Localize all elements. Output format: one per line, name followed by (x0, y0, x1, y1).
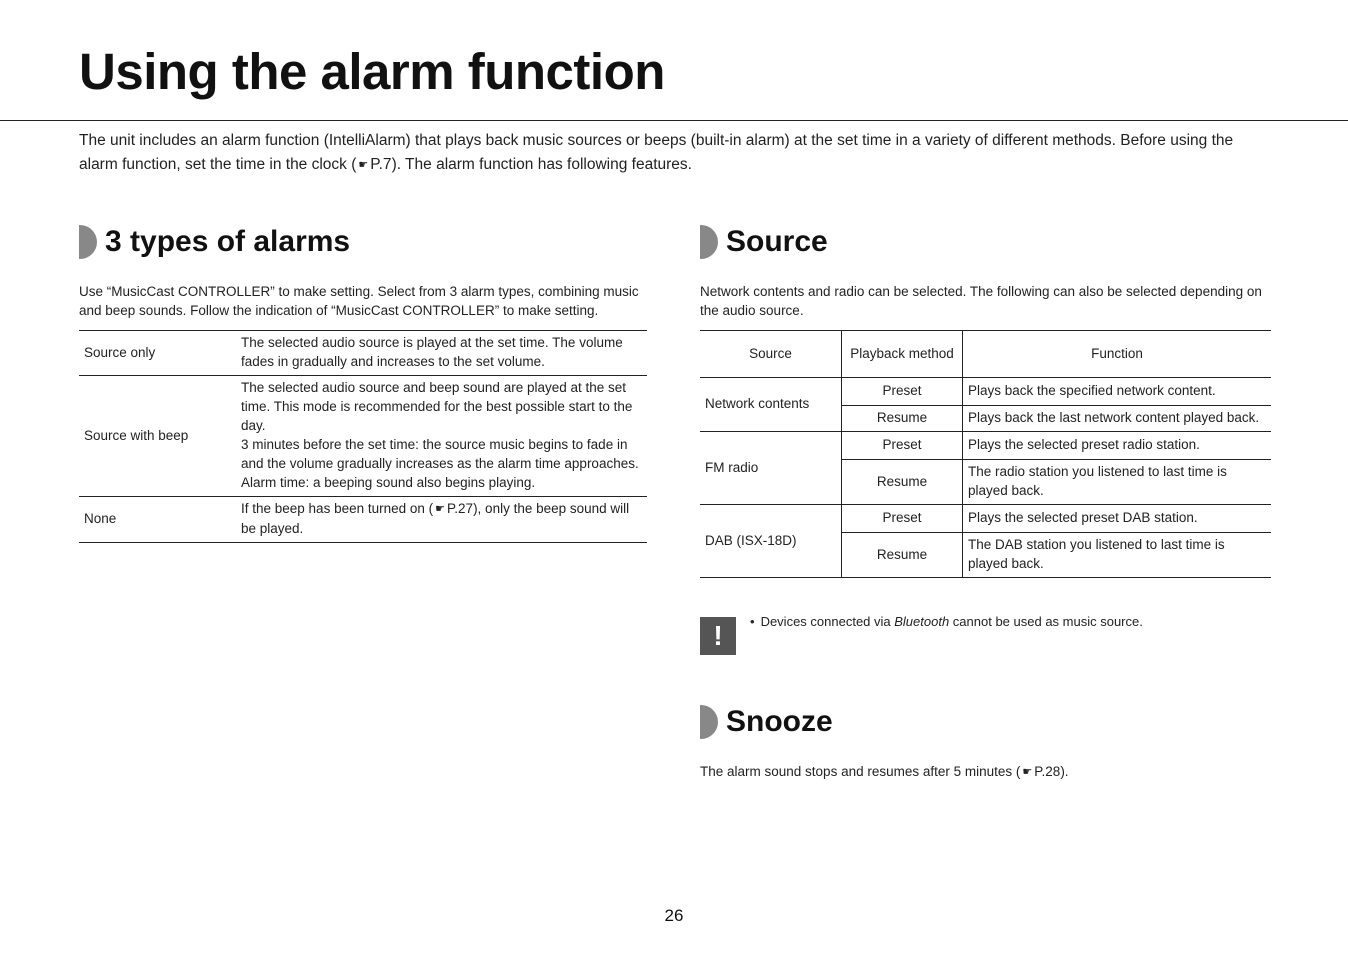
function-cell: The radio station you listened to last time is played back. (963, 460, 1272, 505)
alarm-types-table (79, 330, 647, 543)
table-row (700, 505, 1271, 533)
alarm-type-label: Source with beep (79, 376, 236, 497)
alarm-type-description: The selected audio source is played at the set time. The volume fades in gradually and increases to the set volume. (236, 331, 647, 376)
table-row (79, 331, 647, 376)
section-heading-text: Source (726, 225, 828, 258)
snooze-description (700, 762, 1271, 782)
alarm-type-label: Source only (79, 331, 236, 376)
source-description: Network contents and radio can be selected. The following can also be selected depending on the audio source. (700, 284, 1262, 318)
table-row (700, 378, 1271, 406)
method-cell: Preset (842, 505, 963, 533)
section-heading-alarm-types (79, 224, 350, 260)
section-heading-source (700, 224, 828, 260)
alarm-type-label: None (79, 497, 236, 543)
snooze-reference[interactable]: P.28 (1034, 764, 1061, 779)
reference-arrow-icon: ☛ (358, 159, 369, 171)
reference-arrow-icon: ☛ (435, 503, 446, 515)
snooze-text: ). (1060, 764, 1069, 779)
page-number: 26 (664, 906, 684, 925)
header-function: Function (963, 331, 1272, 378)
description-line: The selected audio source and beep sound are played at the set time. This mode is recommended for the best possible start to the day. (241, 380, 633, 433)
half-circle-marker-icon (79, 225, 97, 259)
intro-text: The unit includes an alarm function (IntelliAlarm) that plays back music sources or beeps (built-in alarm) at the set time in a variety of different methods. Before using the alarm function, set the time in the clock ( (79, 132, 1234, 173)
description-text: ), only the beep sound will be played. (241, 501, 630, 536)
method-cell: Resume (842, 460, 963, 505)
method-cell: Preset (842, 378, 963, 406)
table-row (79, 497, 647, 543)
section-heading-snooze (700, 704, 833, 740)
source-table (700, 330, 1271, 578)
description-text: If the beep has been turned on ( (241, 501, 434, 516)
description-line: 3 minutes before the set time: the source music begins to fade in and the volume gradually increases as the alarm time approaches. (241, 437, 639, 471)
method-cell: Resume (842, 533, 963, 578)
method-cell: Preset (842, 432, 963, 460)
title-divider (0, 120, 1348, 121)
note-emphasis: Bluetooth (894, 614, 950, 629)
description-line: Alarm time: a beeping sound also begins playing. (241, 475, 536, 490)
section-heading-text: Snooze (726, 705, 833, 738)
function-cell: Plays the selected preset radio station. (963, 432, 1272, 460)
function-cell: Plays the selected preset DAB station. (963, 505, 1272, 533)
snooze-text: The alarm sound stops and resumes after 5 minutes ( (700, 764, 1021, 779)
caution-note (750, 612, 1143, 631)
source-cell: Network contents (700, 378, 842, 432)
table-row (79, 376, 647, 497)
note-text: cannot be used as music source. (949, 614, 1143, 629)
method-cell: Resume (842, 406, 963, 432)
source-cell: FM radio (700, 432, 842, 505)
section-heading-text: 3 types of alarms (105, 225, 351, 258)
exclamation-icon: ! (700, 617, 736, 655)
source-cell: DAB (ISX-18D) (700, 505, 842, 578)
intro-text-end: ). The alarm function has following features. (391, 156, 692, 173)
half-circle-marker-icon (700, 225, 718, 259)
note-text: Devices connected via (760, 614, 895, 629)
half-circle-marker-icon (700, 705, 718, 739)
table-row (700, 432, 1271, 460)
header-playback-method: Playback method (842, 331, 963, 378)
header-source: Source (700, 331, 842, 378)
intro-paragraph (79, 129, 1259, 177)
reference-arrow-icon: ☛ (1022, 766, 1033, 778)
alarm-type-description (236, 376, 647, 497)
page-title: Using the alarm function (79, 43, 665, 100)
function-cell: The DAB station you listened to last time is played back. (963, 533, 1272, 578)
function-cell: Plays back the last network content played back. (963, 406, 1272, 432)
alarm-types-description: Use “MusicCast CONTROLLER” to make setting. Select from 3 alarm types, combining music and beep sounds. Follow the indication of “MusicCast CONTROLLER” to make setting. (79, 284, 639, 318)
description-reference[interactable]: P.27 (447, 501, 474, 516)
function-cell: Plays back the specified network content. (963, 378, 1272, 406)
table-header-row (700, 331, 1271, 378)
alarm-type-description (236, 497, 647, 543)
intro-reference[interactable]: P.7 (370, 156, 392, 173)
bullet: • (750, 614, 755, 629)
